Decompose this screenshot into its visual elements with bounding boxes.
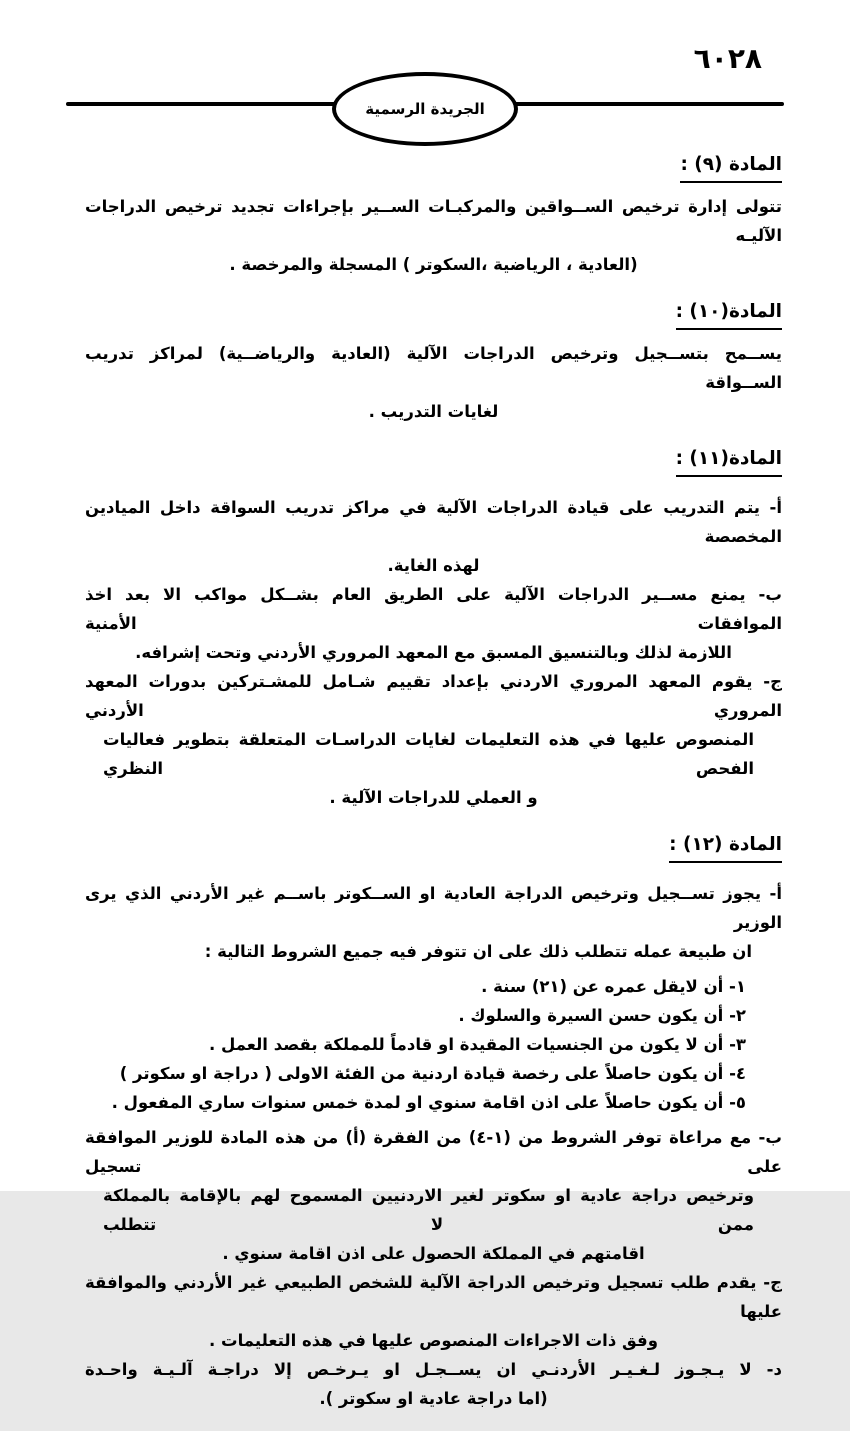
article-10 (85, 297, 782, 426)
article-12-item-b-line: وترخيص دراجة عادية او سكوتر لغير الاردنيين المسموح لهم بالإقامة بالمملكة ممن لا تتطلب (103, 1186, 754, 1234)
article-10-heading: المادة(١٠) : (676, 297, 782, 330)
article-12-item-b-line: اقامتهم في المملكة الحصول على اذن اقامة سنوي . (222, 1244, 645, 1263)
article-12-conditions-list (85, 972, 782, 1117)
article-9-line: (العادية ، الرياضية ،السكوتر ) المسجلة والمرخصة . (229, 255, 638, 274)
article-11-item-a-line: لهذه الغاية. (387, 556, 480, 575)
article-12-item-a-line: أ- يجوز تســجيل وترخيص الدراجة العادية او الســكوتر باســم غير الأردني الذي يرى الوزير (85, 884, 782, 932)
article-11-heading: المادة(١١) : (676, 444, 782, 477)
article-12-heading-row (85, 830, 782, 863)
page-header (66, 72, 784, 140)
article-10-line: لغايات التدريب . (368, 402, 499, 421)
condition-item-4: ٤- أن يكون حاصلاً على رخصة قيادة اردنية من الفئة الاولى ( دراجة او سكوتر ) (119, 1064, 746, 1083)
article-12-item-d-line: (اما دراجة عادية او سكوتر ). (319, 1389, 548, 1408)
gazette-title: الجريدة الرسمية (365, 100, 485, 118)
condition-item-1: ١- أن لايقل عمره عن (٢١) سنة . (481, 977, 746, 996)
article-9-heading: المادة (٩) : (680, 150, 782, 183)
article-11-item-c-line: و العملي للدراجات الآلية . (329, 788, 538, 807)
article-11-item-c-line: المنصوص عليها في هذه التعليمات لغايات الدراسـات المتعلقة بتطوير فعاليات الفحص النظري (103, 730, 754, 778)
gazette-seal (332, 72, 518, 146)
article-11-item-a-line: أ- يتم التدريب على قيادة الدراجات الآلية في مراكز تدريب السواقة داخل الميادين المخصصة (85, 498, 782, 546)
condition-item-2: ٢- أن يكون حسن السيرة والسلوك . (458, 1006, 746, 1025)
page-number: ٦٠٢٨ (693, 42, 762, 75)
article-11-heading-row (85, 444, 782, 477)
article-12-item-b (85, 1123, 782, 1268)
article-11-item-b-line: اللازمة لذلك وبالتنسيق المسبق مع المعهد المروري الأردني وتحت إشرافه. (135, 643, 732, 662)
article-12-item-a-line: ان طبيعة عمله تتطلب ذلك على ان تتوفر فيه جميع الشروط التالية : (204, 942, 752, 961)
article-10-line: يســمح بتســجيل وترخيص الدراجات الآلية (العادية والرياضــية) لمراكز تدريب الســواقة (85, 344, 782, 392)
article-10-heading-row (85, 297, 782, 330)
article-12-item-c-line: ج- يقدم طلب تسجيل وترخيص الدراجة الآلية للشخص الطبيعي غير الأردني والموافقة عليها (85, 1273, 782, 1321)
document-body (85, 150, 782, 1431)
article-9 (85, 150, 782, 279)
article-12 (85, 830, 782, 1413)
article-12-heading: المادة (١٢) : (669, 830, 782, 863)
condition-item-5: ٥- أن يكون حاصلاً على اذن اقامة سنوي او لمدة خمس سنوات ساري المفعول . (111, 1093, 746, 1112)
article-12-item-b-line: ب- مع مراعاة توفر الشروط من (١-٤) من الفقرة (أ) من هذه المادة للوزير الموافقة على تسجيل (85, 1128, 782, 1176)
article-9-heading-row (85, 150, 782, 183)
article-11 (85, 444, 782, 812)
article-11-item-c-line: ج- يقوم المعهد المروري الاردني بإعداد تقييم شـامل للمشـتركين بدورات المعهد المروري الأردني (85, 672, 782, 720)
article-9-line: تتولى إدارة ترخيص الســواقين والمركبـات الســير بإجراءات تجديد ترخيص الدراجات الآليـه (85, 197, 782, 245)
condition-item-3: ٣- أن لا يكون من الجنسيات المقيدة او قادماً للمملكة بقصد العمل . (208, 1035, 746, 1054)
article-11-item-b-line: ب- يمنع مســير الدراجات الآلية على الطريق العام بشــكل مواكب الا بعد اخذ الموافقات الأمنية (85, 585, 782, 633)
article-12-item-d-line: د- لا يـجـوز لـغـيـر الأردنـي ان يســجـل او يـرخـص إلا دراجـة آلـيـة واحـدة (85, 1360, 782, 1379)
article-12-item-c-line: وفق ذات الاجراءات المنصوص عليها في هذه التعليمات . (209, 1331, 658, 1350)
